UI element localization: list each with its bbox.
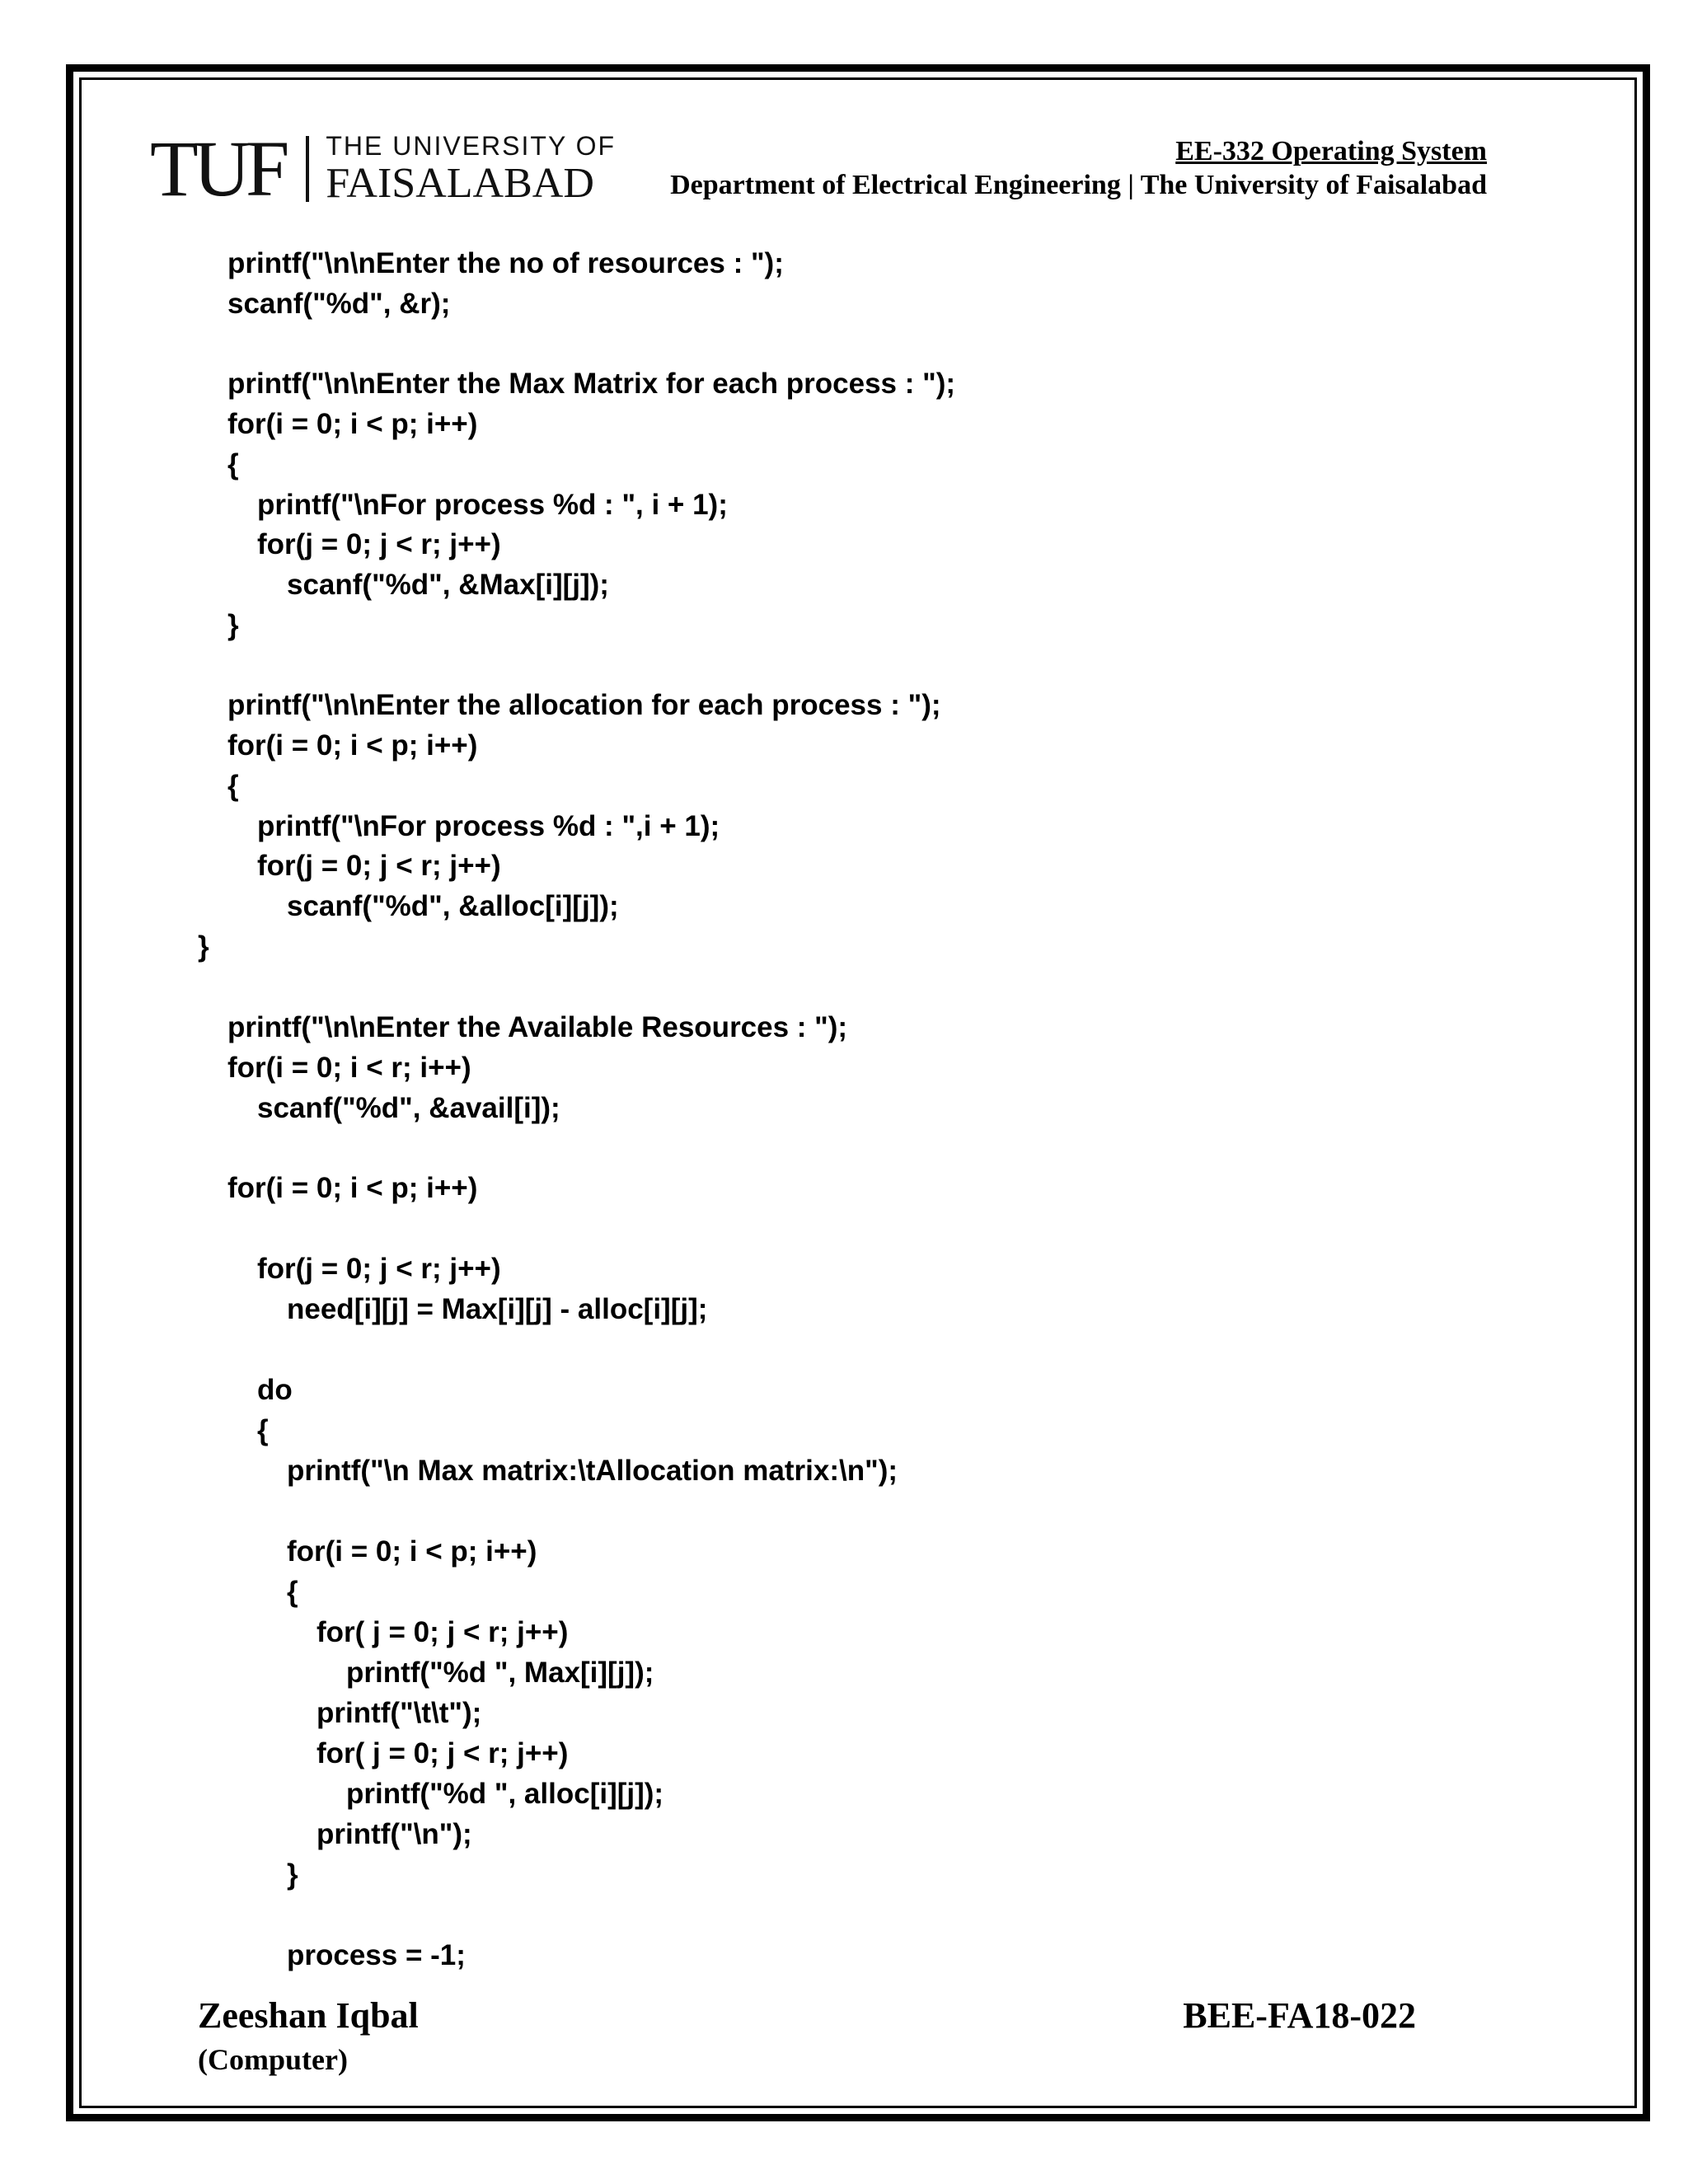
code-line: printf("\nFor process %d : ",i + 1); — [257, 810, 720, 842]
logo-top-text: THE UNIVERSITY OF — [326, 131, 617, 161]
code-line: for(j = 0; j < r; j++) — [257, 1253, 501, 1285]
code-line: for(i = 0; i < p; i++) — [227, 408, 478, 440]
code-line: for(j = 0; j < r; j++) — [257, 850, 501, 882]
university-logo — [150, 124, 617, 213]
code-line: { — [227, 448, 239, 480]
code-line: do — [257, 1374, 293, 1406]
code-line: } — [287, 1858, 298, 1891]
code-line: process = -1; — [287, 1939, 466, 1971]
code-line: for(i = 0; i < r; i++) — [227, 1052, 471, 1084]
code-line: printf("\n\nEnter the allocation for each process : "); — [227, 689, 941, 721]
code-line: printf("\n"); — [316, 1818, 472, 1850]
code-line: printf("%d ", Max[i][j]); — [346, 1657, 654, 1689]
code-line: { — [257, 1414, 269, 1446]
code-line: printf("\n Max matrix:\tAllocation matrix:\n"); — [287, 1455, 898, 1487]
logo-bottom-text: FAISALABAD — [326, 160, 594, 207]
code-line: printf("\t\t"); — [316, 1697, 482, 1729]
code-line: scanf("%d", &avail[i]); — [257, 1092, 560, 1124]
logo-divider — [306, 136, 309, 202]
code-line: for(j = 0; j < r; j++) — [257, 528, 501, 560]
code-line: } — [198, 930, 209, 963]
code-line: for( j = 0; j < r; j++) — [316, 1737, 569, 1769]
department-line: Department of Electrical Engineering | The University of Faisalabad — [670, 170, 1487, 200]
logo-mark: TUF — [150, 124, 285, 213]
code-line: printf("\n\nEnter the no of resources : "); — [227, 247, 784, 279]
student-name: Zeeshan Iqbal — [198, 1995, 419, 2036]
code-line: scanf("%d", &Max[i][j]); — [287, 569, 609, 601]
student-department: (Computer) — [198, 2043, 348, 2076]
code-line: for(i = 0; i < p; i++) — [227, 1172, 478, 1204]
code-line: { — [287, 1576, 298, 1608]
code-line: printf("\n\nEnter the Max Matrix for each process : "); — [227, 368, 956, 400]
code-line: printf("\n\nEnter the Available Resources : "); — [227, 1011, 848, 1043]
code-line: need[i][j] = Max[i][j] - alloc[i][j]; — [287, 1293, 708, 1325]
code-line: } — [227, 609, 239, 641]
logo-text — [326, 133, 616, 205]
code-line: scanf("%d", &alloc[i][j]); — [287, 890, 619, 922]
code-line: for(i = 0; i < p; i++) — [287, 1535, 537, 1568]
code-line: scanf("%d", &r); — [227, 288, 451, 320]
code-line: printf("%d ", alloc[i][j]); — [346, 1778, 664, 1810]
course-title: EE-332 Operating System — [1175, 136, 1487, 166]
code-line: for( j = 0; j < r; j++) — [316, 1616, 569, 1648]
code-line: printf("\nFor process %d : ", i + 1); — [257, 489, 728, 521]
code-line: for(i = 0; i < p; i++) — [227, 729, 478, 762]
code-line: { — [227, 770, 239, 802]
registration-id: BEE-FA18-022 — [1183, 1995, 1416, 2036]
